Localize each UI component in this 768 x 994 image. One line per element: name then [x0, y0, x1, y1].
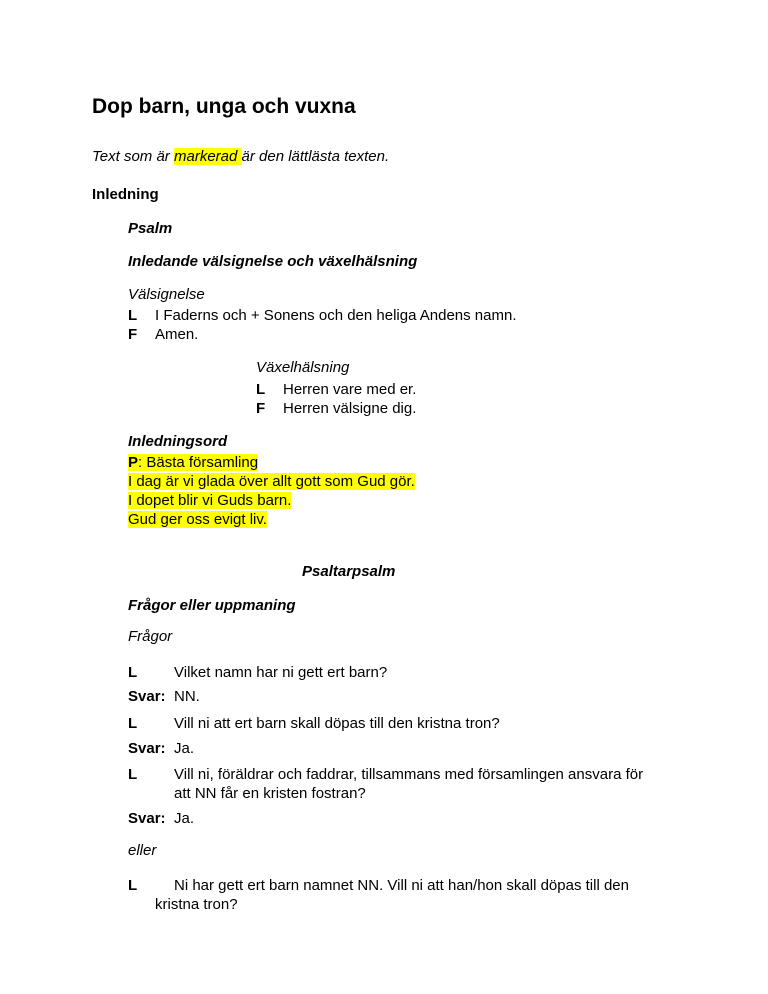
label-valsignelse: Välsignelse [128, 286, 205, 303]
label-vaxelhalsning: Växelhälsning [256, 359, 350, 376]
line-text: NN. [174, 688, 200, 705]
question-line [128, 765, 643, 784]
heading-psalm: Psalm [128, 220, 173, 237]
speaker-label: L [128, 715, 138, 732]
line-text: Ni har gett ert barn namnet NN. Vill ni att han/hon skall döpas till den [174, 877, 629, 894]
heading-inledningsord: Inledningsord [128, 433, 228, 450]
speaker-label: L [128, 766, 138, 783]
line-text: Vill ni, föräldrar och faddrar, tillsammans med församlingen ansvara för [174, 766, 644, 783]
inledningsord-line [128, 472, 415, 491]
question-line [128, 663, 387, 682]
intro-after: är den lättlästa texten. [241, 148, 390, 165]
label-eller: eller [128, 842, 157, 859]
highlighted-text: Gud ger oss evigt liv. [128, 511, 267, 528]
question-line [128, 714, 500, 733]
speaker-label: Svar: [128, 810, 166, 827]
speaker-label: F [256, 400, 266, 417]
line-text: Ja. [174, 740, 195, 757]
question-line-continued: att NN får en kristen fostran? [174, 785, 366, 802]
heading-fragor-eller-uppmaning: Frågor eller uppmaning [128, 597, 296, 614]
inledningsord-line [128, 453, 258, 472]
speaker-label: F [128, 326, 138, 343]
speaker-label: L [128, 307, 138, 324]
answer-line [128, 809, 194, 828]
inledningsord-line [128, 510, 267, 529]
speaker-label: Svar: [128, 740, 166, 757]
line-text: : Bästa församling [138, 454, 259, 471]
document-title: Dop barn, unga och vuxna [92, 95, 356, 118]
speaker-label: Svar: [128, 688, 166, 705]
question-line [128, 876, 629, 895]
line-text: Vill ni att ert barn skall döpas till den kristna tron? [174, 715, 500, 732]
line-text: Herren välsigne dig. [283, 400, 417, 417]
line-text: Vilket namn har ni gett ert barn? [174, 664, 388, 681]
section-heading-inledning: Inledning [92, 186, 159, 203]
highlighted-text [128, 454, 258, 471]
highlighted-word: markerad [173, 148, 242, 165]
intro-before: Text som är [92, 148, 174, 165]
speaker-label: P [128, 454, 139, 471]
line-text: Amen. [155, 326, 199, 343]
vaxelhalsning-line [256, 399, 416, 418]
line-text: Herren vare med er. [283, 381, 417, 398]
vaxelhalsning-line [256, 380, 416, 399]
intro-note [92, 147, 389, 166]
speaker-label: L [128, 877, 138, 894]
valsignelse-line [128, 325, 198, 344]
speaker-label: L [128, 664, 138, 681]
highlighted-text: I dopet blir vi Guds barn. [128, 492, 292, 509]
highlighted-text: I dag är vi glada över allt gott som Gud gör. [128, 473, 415, 490]
speaker-label: L [256, 381, 266, 398]
inledningsord-line [128, 491, 291, 510]
label-fragor: Frågor [128, 628, 173, 645]
heading-psaltarpsalm: Psaltarpsalm [302, 563, 396, 580]
line-text: I Faderns och + Sonens och den heliga Andens namn. [155, 307, 517, 324]
answer-line [128, 687, 200, 706]
valsignelse-line [128, 306, 517, 325]
line-text: Ja. [174, 810, 195, 827]
question-line-continued: kristna tron? [155, 896, 238, 913]
answer-line [128, 739, 194, 758]
heading-inledande-valsignelse: Inledande välsignelse och växelhälsning [128, 253, 418, 270]
